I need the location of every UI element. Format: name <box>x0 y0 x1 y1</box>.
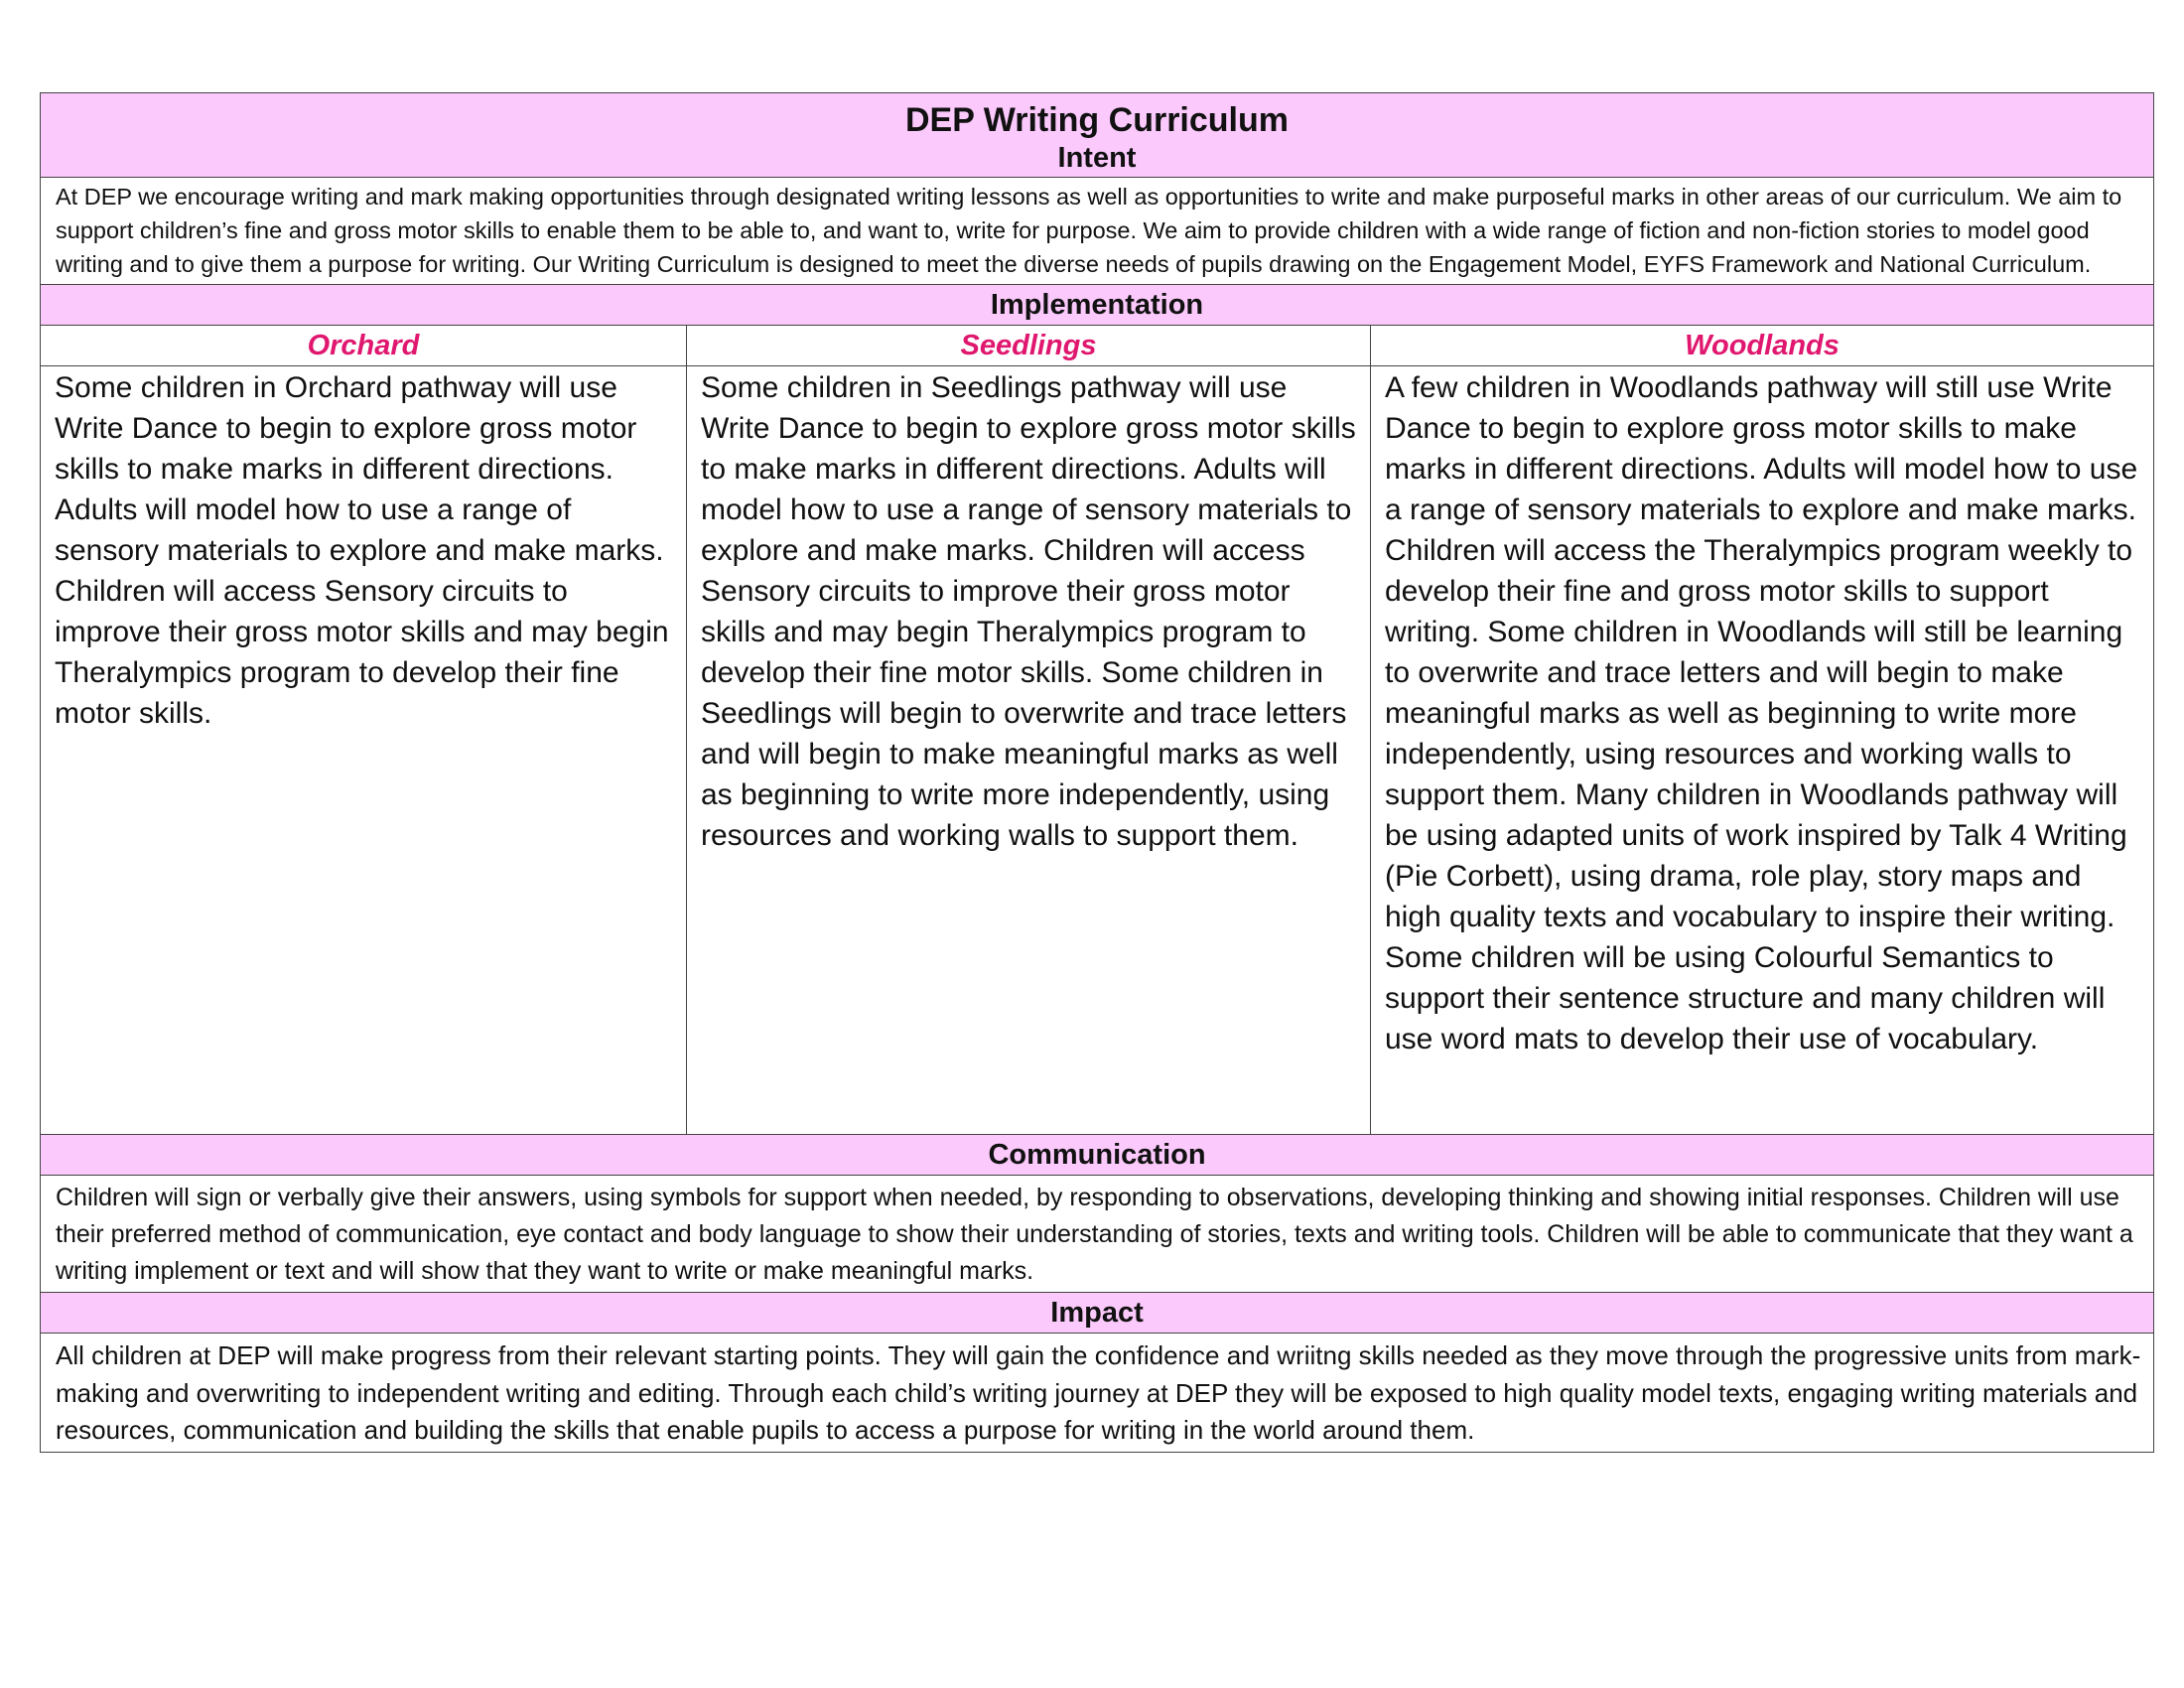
impact-heading-row <box>41 1293 2154 1334</box>
pathway-text-woodlands: A few children in Woodlands pathway will still use Write Dance to begin to explore gross motor skills to make marks in different directions. Adults will model how to use a range of sensory materials to explore and make marks. Children will access the Theralympics program weekly to develop their fine and gross motor skills to support writing. Some children in Woodlands will still be learning to overwrite and trace letters and will begin to make meaningful marks as well as beginning to write more independently, using resources and working walls to support them. Many children in Woodlands pathway will be using adapted units of work inspired by Talk 4 Writing (Pie Corbett), using drama, role play, story maps and high quality texts and vocabulary to inspire their writing. Some children will be using Colourful Semantics to support their sentence structure and many children will use word mats to develop their use of vocabulary. <box>1371 366 2154 1135</box>
pathway-heading-woodlands: Woodlands <box>1371 326 2154 366</box>
intent-row <box>41 178 2154 285</box>
title-row <box>41 93 2154 178</box>
title-cell <box>41 93 2154 178</box>
intent-heading: Intent <box>1057 142 1137 174</box>
pathway-heading-seedlings: Seedlings <box>687 326 1371 366</box>
pathway-text-orchard: Some children in Orchard pathway will use Write Dance to begin to explore gross motor skills to make marks in different directions. Adults will model how to use a range of sensory materials to explore and make marks. Children will access Sensory circuits to improve their gross motor skills and may begin Theralympics program to develop their fine motor skills. <box>41 366 687 1135</box>
impact-row <box>41 1334 2154 1453</box>
impact-heading: Impact <box>41 1293 2154 1334</box>
curriculum-table <box>40 92 2154 1453</box>
pathway-text-seedlings: Some children in Seedlings pathway will use Write Dance to begin to explore gross motor skills to make marks in different directions. Adults will model how to use a range of sensory materials to explore and make marks. Children will access Sensory circuits to improve their gross motor skills and may begin Theralympics program to develop their fine motor skills. Some children in Seedlings will begin to overwrite and trace letters and will begin to make meaningful marks as well as beginning to write more independently, using resources and working walls to support them. <box>687 366 1371 1135</box>
page-title: DEP Writing Curriculum <box>905 101 1290 139</box>
impact-text: All children at DEP will make progress from their relevant starting points. They will gain the confidence and wriitng skills needed as they move through the progressive units from mark-making and overwriting to independent writing and editing. Through each child’s writing journey at DEP they will be exposed to high quality model texts, engaging writing materials and resources, communication and building the skills that enable pupils to access a purpose for writing in the world around them. <box>41 1334 2154 1453</box>
communication-text: Children will sign or verbally give their answers, using symbols for support when needed, by responding to observations, developing thinking and showing initial responses. Children will use their preferred method of communication, eye contact and body language to show their understanding of stories, texts and writing tools. Children will be able to communicate that they want a writing implement or text and will show that they want to write or make meaningful marks. <box>41 1176 2154 1293</box>
communication-row <box>41 1176 2154 1293</box>
implementation-heading-row <box>41 285 2154 326</box>
pathway-body-row <box>41 366 2154 1135</box>
pathway-heading-row <box>41 326 2154 366</box>
communication-heading: Communication <box>41 1135 2154 1176</box>
intent-text: At DEP we encourage writing and mark making opportunities through designated writing lessons as well as opportunities to write and make purposeful marks in other areas of our curriculum. We aim to support children’s fine and gross motor skills to enable them to be able to, and want to, write for purpose. We aim to provide children with a wide range of fiction and non-fiction stories to model good writing and to give them a purpose for writing. Our Writing Curriculum is designed to meet the diverse needs of pupils drawing on the Engagement Model, EYFS Framework and National Curriculum. <box>41 178 2154 285</box>
pathway-heading-orchard: Orchard <box>41 326 687 366</box>
implementation-heading: Implementation <box>41 285 2154 326</box>
communication-heading-row <box>41 1135 2154 1176</box>
